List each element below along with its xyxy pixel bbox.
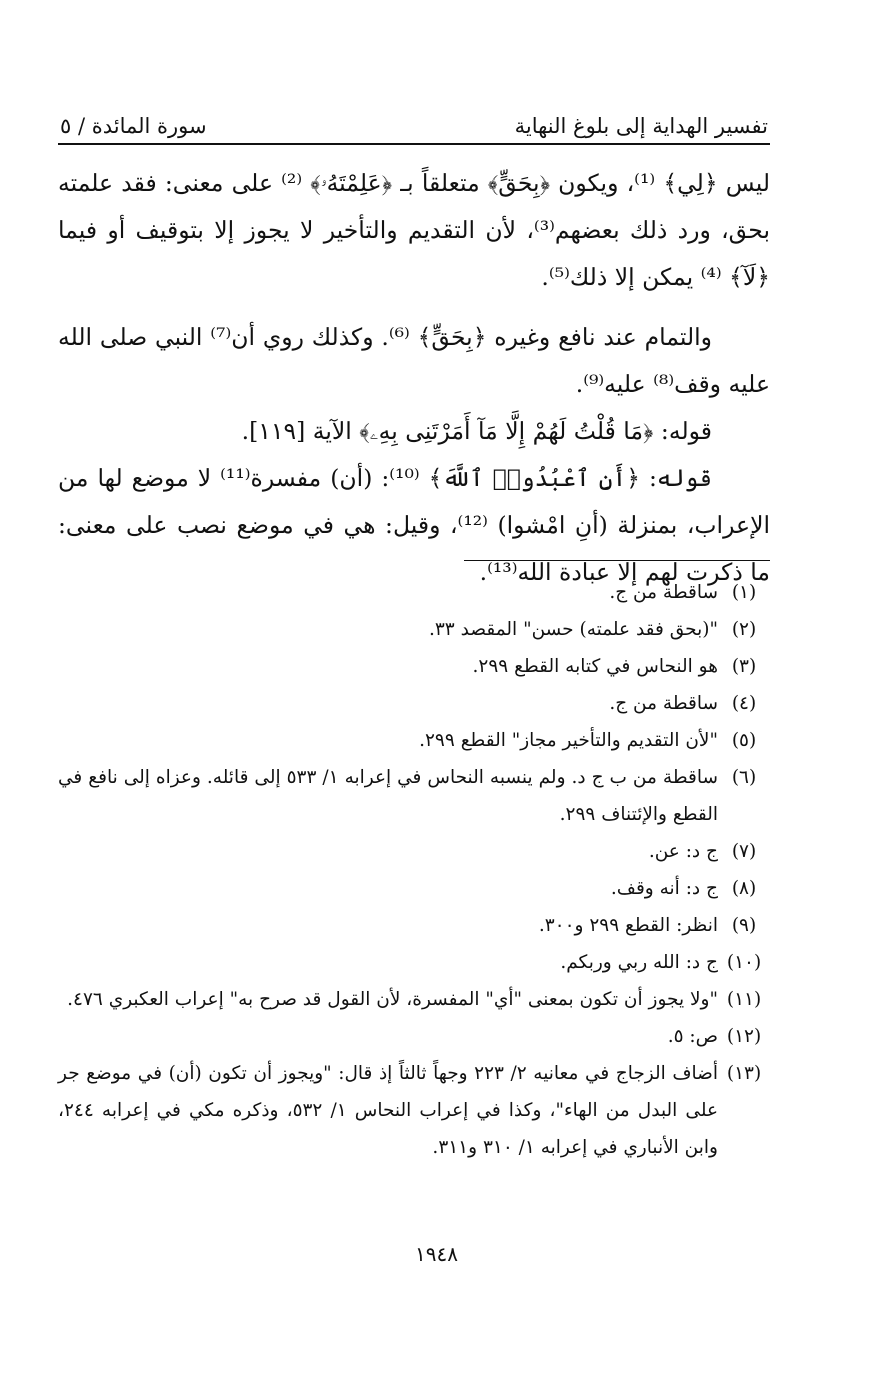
footnote-text: ج د: عن. (648, 841, 718, 862)
paragraph: ليس ﴿لِي﴾ ⁽¹⁾، ويكون ﴿بِحَقٍّ﴾ متعلقاً بـ ﴿عَلِمْتَهُۥ﴾ ⁽²⁾ على معنى: فقد علمته بحق، ورد ذلك بعضهم⁽³⁾، لأن التقديم والتأخير لا يجوز إلا بتوقيف أو فيما ﴿لَآ﴾ ⁽⁴⁾ يمكن إلا ذلك⁽⁵⁾. (58, 169, 770, 291)
footnote-text: ساقطة من ج. (609, 693, 718, 714)
footnote-text: هو النحاس في كتابه القطع ٢٩٩. (472, 656, 718, 677)
footnote-item (58, 722, 770, 759)
footnote-item (58, 685, 770, 722)
footnote-number: (٢) (731, 619, 757, 640)
surah-info: سورة المائدة / ٥ (60, 114, 207, 138)
footnote-item (58, 981, 770, 1018)
footnotes (58, 574, 770, 1166)
footnote-item (58, 870, 770, 907)
footnote-number: (٥) (731, 730, 757, 751)
page-number: ١٩٤٨ (415, 1242, 458, 1266)
footnote-text: ج د: الله ربي وربكم. (560, 952, 718, 973)
footnote-text: ص: ٥. (667, 1026, 718, 1047)
footnote-text: انظر: القطع ٢٩٩ و٣٠٠. (538, 915, 718, 936)
verse-heading: قوله: ﴿مَا قُلْتُ لَهُمْ إِلَّا مَآ أَمَرْتَنِى بِهِۦ﴾ الآية [١١٩]. (241, 417, 712, 445)
footnote-divider (464, 560, 770, 561)
footnote-item (58, 574, 770, 611)
footnote-number: (١٢) (726, 1026, 762, 1047)
footnote-item (58, 759, 770, 833)
footnote-item (58, 907, 770, 944)
footnote-number: (٣) (731, 656, 757, 677)
footnote-text: ج د: أنه وقف. (610, 878, 718, 899)
book-title: تفسير الهداية إلى بلوغ النهاية (514, 114, 768, 138)
footnote-text: ساقطة من ب ج د. ولم ينسبه النحاس في إعرابه ١/ ٥٣٣ إلى قائله. وعزاه إلى نافع في القطع والإئتناف ٢٩٩. (58, 767, 718, 825)
main-text (58, 160, 770, 596)
footnote-item (58, 648, 770, 685)
footnote-number: (١٠) (726, 952, 762, 973)
footnote-item (58, 1055, 770, 1166)
footnote-item (58, 833, 770, 870)
footnote-text: ساقطة من ج. (609, 582, 718, 603)
header-divider (58, 143, 770, 145)
footnote-text: "لأن التقديم والتأخير مجاز" القطع ٢٩٩. (419, 730, 718, 751)
footnote-number: (٨) (731, 878, 757, 899)
footnote-text: أضاف الزجاج في معانيه ٢/ ٢٢٣ وجهاً ثالثاً إذ قال: "ويجوز أن تكون (أن) في موضع جر على البدل من الهاء"، وكذا في إعراب النحاس ١/ ٥٣٢، وذكره مكي في إعرابه ٢٤٤، وابن الأنباري في إعرابه ١/ ٣١٠ و٣١١. (58, 1063, 718, 1158)
footnote-item (58, 1018, 770, 1055)
footnote-text: "(بحق فقد علمته) حسن" المقصد ٣٣. (428, 619, 718, 640)
footnote-item (58, 611, 770, 648)
footnote-item (58, 944, 770, 981)
paragraph: والتمام عند نافع وغيره ﴿بِحَقٍّ﴾ ⁽⁶⁾. وكذلك روي أن⁽⁷⁾ النبي صلى الله عليه وقف⁽⁸⁾ عليه⁽⁹⁾. (58, 323, 770, 398)
running-header (60, 98, 768, 138)
footnote-number: (١١) (726, 989, 762, 1010)
footnote-number: (٤) (731, 693, 757, 714)
footnote-number: (١٣) (726, 1063, 762, 1084)
footnote-text: "ولا يجوز أن تكون بمعنى "أي" المفسرة، لأن القول قد صرح به" إعراب العكبري ٤٧٦. (67, 989, 718, 1010)
footnote-number: (٧) (731, 841, 757, 862)
paragraph: قوله: ﴿أَنِ ٱعْبُدُوا۟ ٱللَّهَ﴾ ⁽¹⁰⁾: (أن) مفسرة⁽¹¹⁾ لا موضع لها من الإعراب، بمنزلة (أنِ امْشوا) ⁽¹²⁾، وقيل: هي في موضع نصب على معنى: ما ذكرت لهم إلا عبادة الله⁽¹³⁾. (58, 464, 770, 586)
footnote-number: (١) (731, 582, 757, 603)
footnote-number: (٦) (731, 767, 757, 788)
footnote-number: (٩) (731, 915, 757, 936)
